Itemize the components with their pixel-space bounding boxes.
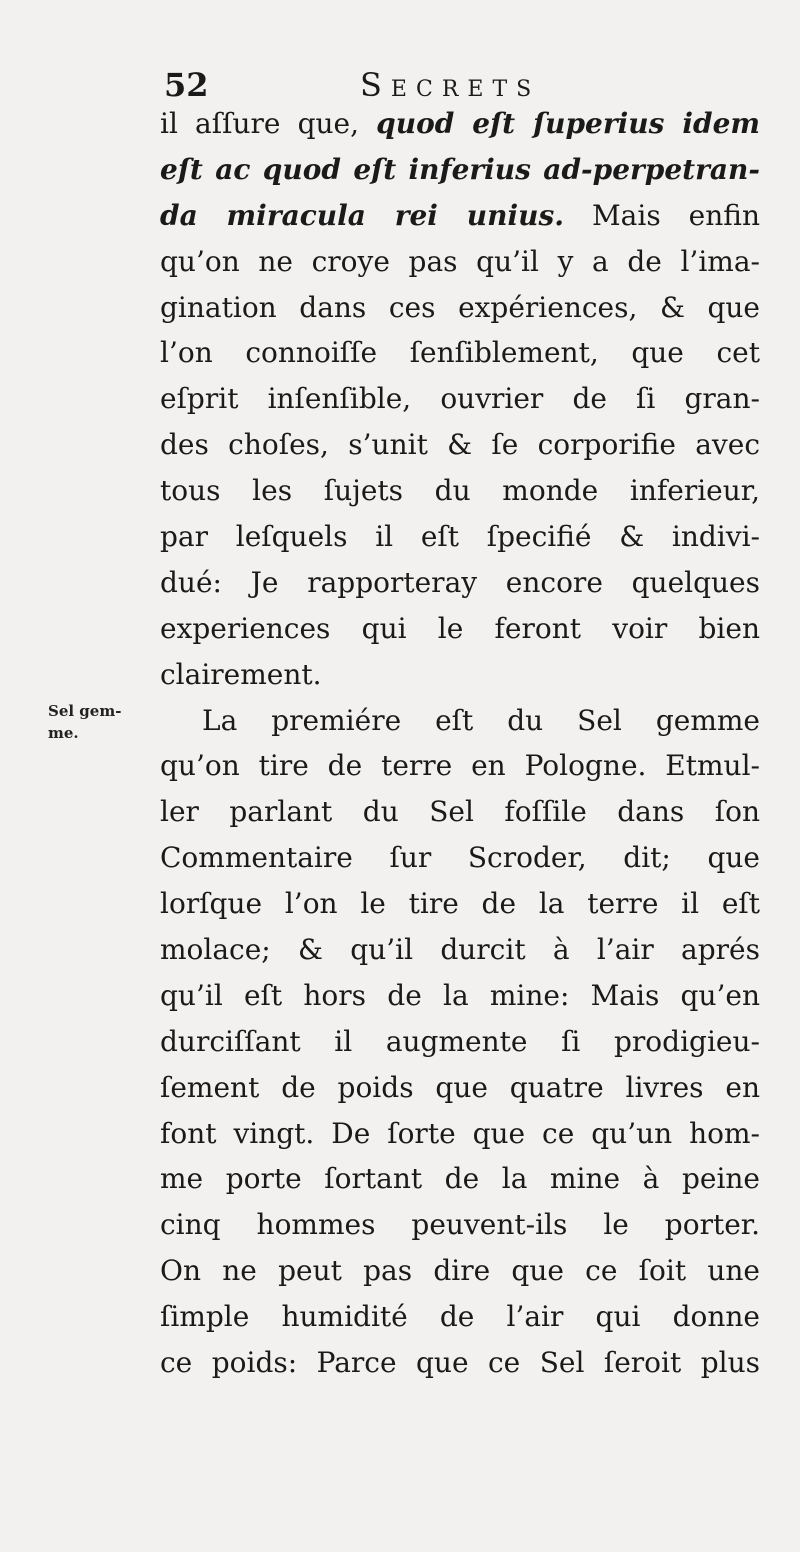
text-run: il aſſure que,: [160, 107, 377, 140]
text-line: des choſes, s’unit & ſe corporifie avec: [160, 428, 760, 462]
text-line: gination dans ces expériences, & que: [160, 290, 760, 324]
text-line: ce poids: Parce que ce Sel ſeroit plus: [160, 1346, 760, 1380]
body-text: [160, 101, 760, 1386]
text-line: qu’on tire de terre en Pologne. Etmul-: [160, 749, 760, 783]
marginal-note: [48, 700, 158, 744]
text-line: eſprit inſenſible, ouvrier de ſi gran-: [160, 382, 760, 416]
text-line: dué: Je rapporteray encore quelques: [160, 565, 760, 599]
text-line: clairement.: [160, 657, 322, 691]
latin-quotation: quod eſt ſuperius idem: [376, 107, 761, 140]
text-line: lorſque l’on le tire de la terre il eſt: [160, 887, 760, 921]
text-line: On ne peut pas dire que ce ſoit une: [160, 1254, 760, 1288]
text-line: qu’on ne croye pas qu’il y a de l’ima-: [160, 244, 760, 278]
text-line: experiences qui le feront voir bien: [160, 611, 760, 645]
marginal-note-line: Sel gem-: [48, 702, 122, 720]
text-line: ler parlant du Sel foſſile dans ſon: [160, 795, 760, 829]
latin-quotation: da miracula rei unius.: [160, 198, 565, 232]
paragraph-first-line: La premiére eſt du Sel gemme: [202, 703, 760, 737]
text-line: me porte ſortant de la mine à peine: [160, 1162, 760, 1196]
running-title: Secrets: [360, 66, 541, 104]
text-line: durciſſant il augmente ſi prodigieu-: [160, 1024, 760, 1058]
text-line: par leſquels il eſt ſpecifié & indivi-: [160, 520, 760, 554]
text-line: cinq hommes peuvent-ils le porter.: [160, 1208, 760, 1242]
text-line: l’on connoiſſe ſenſiblement, que cet: [160, 336, 760, 370]
page-number: 52: [164, 66, 209, 104]
text-line: tous les ſujets du monde inferieur,: [160, 474, 760, 508]
text-line: ſimple humidité de l’air qui donne: [160, 1300, 760, 1334]
text-line: Commentaire ſur Scroder, dit; que: [160, 841, 760, 875]
text-line: qu’il eſt hors de la mine: Mais qu’en: [160, 978, 760, 1012]
text-line: [160, 101, 760, 147]
text-line: eſt ac quod eſt inferius ad-perpetran-: [160, 152, 760, 186]
marginal-note-line: me.: [48, 724, 79, 742]
text-line: ſement de poids que quatre livres en: [160, 1070, 760, 1104]
text-line: [160, 193, 760, 239]
text-line: molace; & qu’il durcit à l’air aprés: [160, 933, 760, 967]
text-run: Mais enfin: [564, 198, 760, 232]
text-line: font vingt. De ſorte que ce qu’un hom-: [160, 1116, 760, 1150]
